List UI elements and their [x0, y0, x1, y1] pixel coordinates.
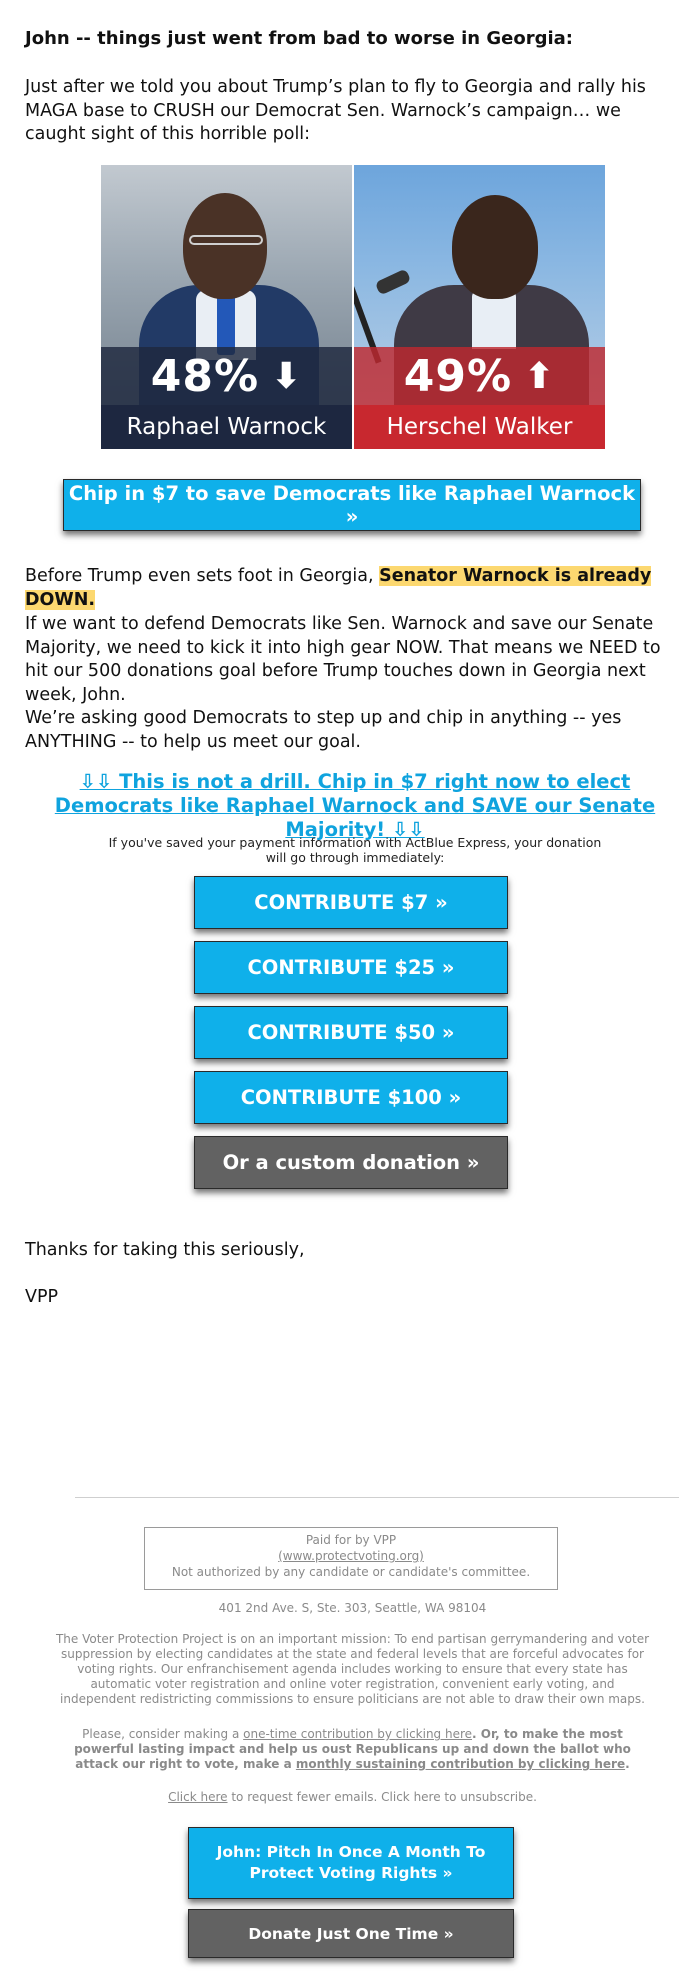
poll-candidate-left	[101, 165, 352, 449]
arrow-down-icon: ⬇	[271, 355, 303, 397]
actblue-note-line-1: If you've saved your payment information with ActBlue Express, your donation	[108, 835, 602, 850]
monthly-donation-button[interactable]: John: Pitch In Once A Month To Protect Voting Rights »	[188, 1827, 514, 1899]
contribute-25-button[interactable]: CONTRIBUTE $25 »	[194, 941, 508, 994]
custom-donation-button[interactable]: Or a custom donation »	[194, 1136, 508, 1189]
one-time-contribution-link[interactable]: one-time contribution by clicking here	[243, 1727, 473, 1741]
poll-percent-right: 49% ⬆	[354, 347, 605, 405]
consider-contribution-text	[55, 1727, 650, 1772]
unsubscribe-text: to request fewer emails. Click here to unsubscribe.	[227, 1790, 537, 1804]
arrow-up-icon: ⬆	[524, 355, 556, 397]
one-time-donation-button[interactable]: Donate Just One Time »	[188, 1909, 514, 1958]
warnock-down-text: Before Trump even sets foot in Georgia,	[25, 566, 380, 586]
monthly-contribution-link[interactable]: monthly sustaining contribution by clicking here	[295, 1757, 626, 1771]
consider-end: .	[625, 1757, 630, 1771]
defend-paragraph: If we want to defend Democrats like Sen. Warnock and save our Senate Majority, we need to kick it into high gear NOW. That means we NEED to hit our 500 donations goal before Trump touches down in Georgia next week, John.	[25, 614, 661, 705]
mission-statement: The Voter Protection Project is on an important mission: To end partisan gerrymandering and voter suppression by electing candidates at the state and federal levels that are forceful advocates for voting rights. Our enfranchisement agenda includes working to ensure that every state has automatic voter registration and online voter registration, convenient early voting, and independent redistricting commissions to ensure politicians are not able to draw their own maps.	[55, 1632, 650, 1706]
ask-paragraph: We’re asking good Democrats to step up and chip in anything -- yes ANYTHING -- to help us meet our goal.	[25, 708, 622, 752]
highlighted-text: Senator Warnock is already DOWN.	[25, 566, 652, 610]
thanks-line: Thanks for taking this seriously,	[25, 1240, 305, 1260]
mailing-address: 401 2nd Ave. S, Ste. 303, Seattle, WA 98104	[218, 1601, 487, 1615]
poll-graphic[interactable]	[101, 165, 605, 449]
fewer-emails-link[interactable]: Click here	[168, 1790, 228, 1804]
actblue-express-note	[25, 835, 685, 865]
paid-for-box	[144, 1527, 558, 1590]
drill-donate-link[interactable]: ⇩⇩ This is not a drill. Chip in $7 right now to elect Democrats like Raphael Warnock and SAVE our Senate Majority! ⇩⇩	[54, 770, 656, 841]
consider-mid: . Or, to make the most powerful lasting impact and help us oust Republicans up and down the ballot who attack our right to vote, make a	[74, 1727, 631, 1771]
contribute-50-button[interactable]: CONTRIBUTE $50 »	[194, 1006, 508, 1059]
contribute-7-button[interactable]: CONTRIBUTE $7 »	[194, 876, 508, 929]
contribute-100-button[interactable]: CONTRIBUTE $100 »	[194, 1071, 508, 1124]
consider-prefix: Please, consider making a	[82, 1727, 244, 1741]
intro-paragraph: Just after we told you about Trump’s plan to fly to Georgia and rally his MAGA base to CRUSH our Democrat Sen. Warnock’s campaign… we caught sight of this horrible poll:	[25, 77, 646, 144]
not-authorized-text: Not authorized by any candidate or candidate's committee.	[171, 1565, 531, 1579]
signature: VPP	[25, 1287, 59, 1307]
poll-candidate-right	[354, 165, 605, 449]
website-link[interactable]: (www.protectvoting.org)	[278, 1549, 424, 1563]
candidate-name-right: Herschel Walker	[354, 405, 605, 449]
paid-for-text: Paid for by VPP	[305, 1533, 397, 1547]
email-headline: John -- things just went from bad to worse in Georgia:	[25, 28, 573, 49]
footer-divider	[75, 1497, 679, 1498]
poll-percent-left: 48% ⬇	[101, 347, 352, 405]
chip-in-7-button[interactable]: Chip in $7 to save Democrats like Raphael Warnock »	[63, 479, 641, 531]
candidate-name-left: Raphael Warnock	[101, 405, 352, 449]
warnock-down-paragraph	[25, 565, 685, 612]
email-preferences-text	[25, 1790, 680, 1805]
actblue-note-line-2: will go through immediately:	[265, 850, 445, 865]
